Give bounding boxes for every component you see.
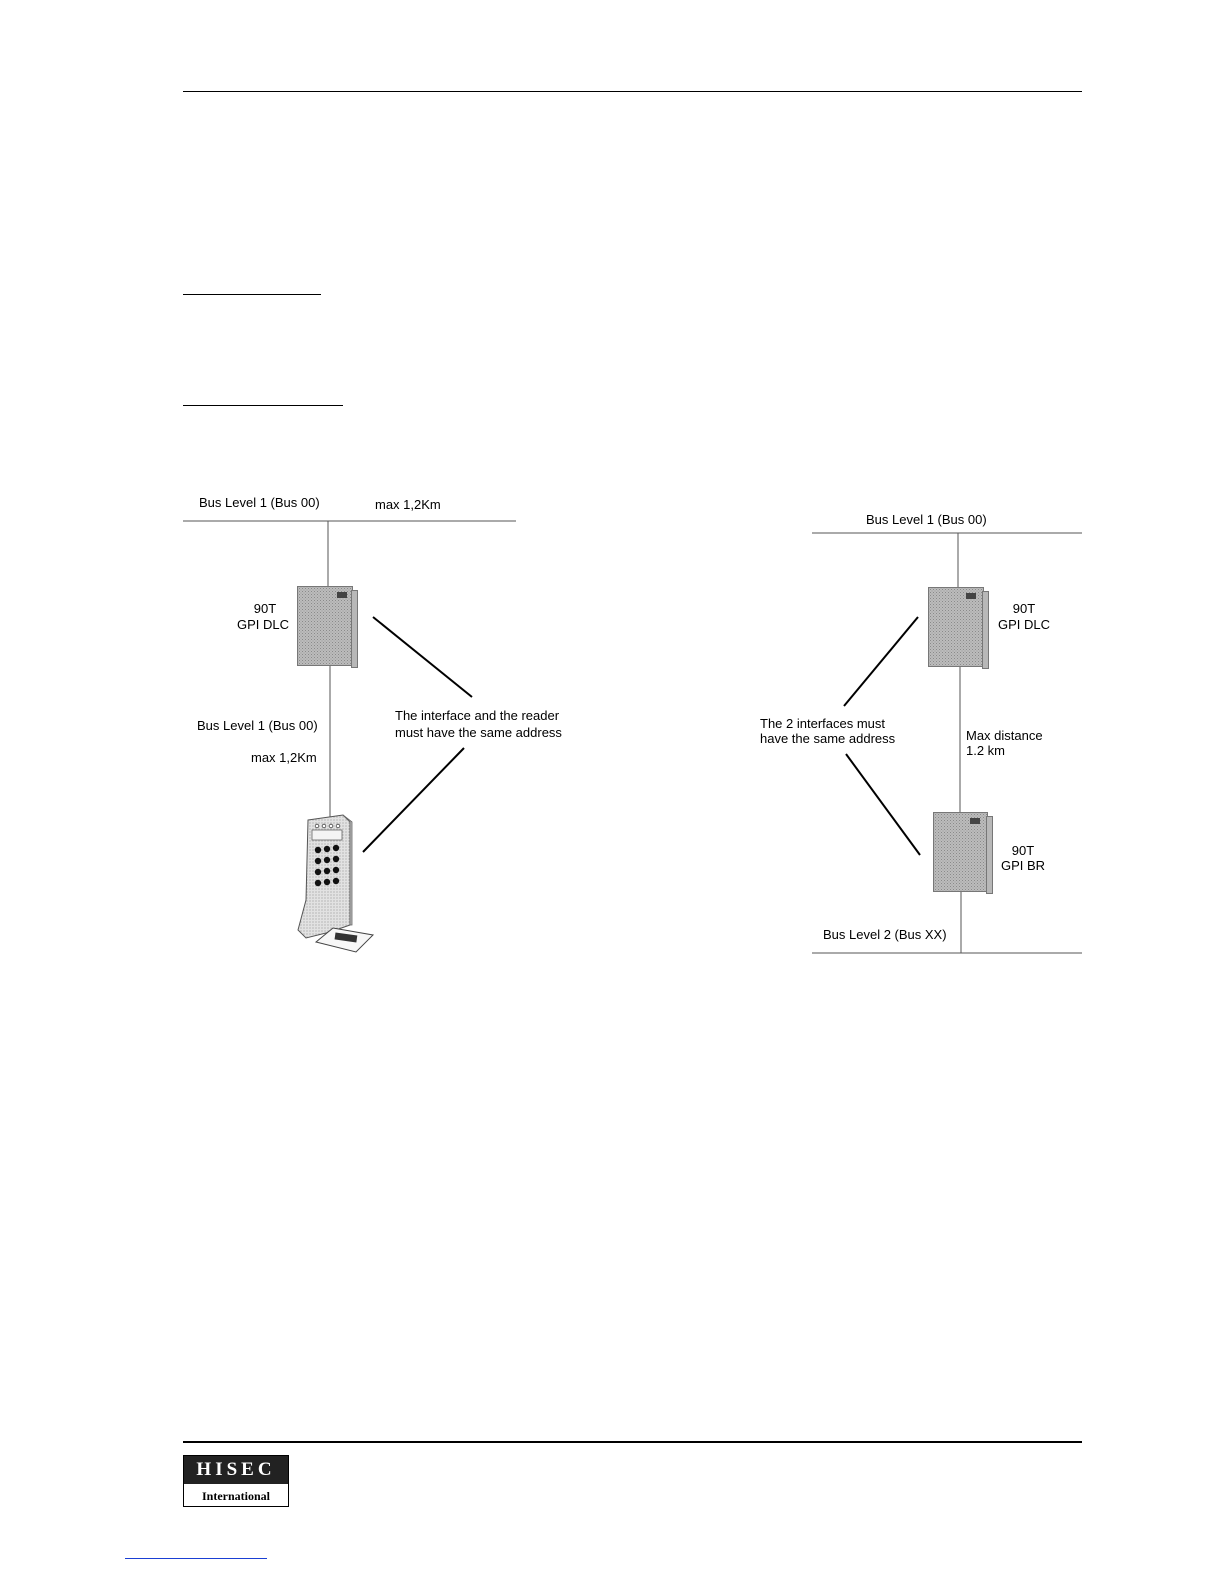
left-bus-mid-label: Bus Level 1 (Bus 00)	[197, 718, 318, 733]
keypad-key	[333, 856, 339, 862]
right-upper-device-model: 90T	[1012, 601, 1036, 616]
right-bus-top-label: Bus Level 1 (Bus 00)	[866, 512, 987, 527]
right-lower-device-name: GPI BR	[1000, 858, 1046, 873]
keypad-key	[333, 867, 339, 873]
right-note-line1: The 2 interfaces must	[760, 716, 885, 731]
right-note-line2: have the same address	[760, 731, 896, 746]
keypad-reader	[298, 815, 373, 952]
left-bus-top-label: Bus Level 1 (Bus 00)	[199, 495, 320, 510]
keypad-key	[333, 878, 339, 884]
keypad-led-3	[329, 824, 333, 828]
footer-rule	[183, 1441, 1082, 1443]
right-bus-bottom-label: Bus Level 2 (Bus XX)	[823, 927, 947, 942]
right-gpi-dlc-side	[982, 591, 989, 669]
keypad-key	[324, 846, 330, 852]
keypad-key	[324, 879, 330, 885]
keypad-led-4	[336, 824, 340, 828]
right-distance-line2: 1.2 km	[966, 743, 1006, 758]
right-gpi-br-side	[986, 816, 993, 894]
keypad-key	[324, 857, 330, 863]
left-bus-mid-distance: max 1,2Km	[251, 750, 317, 765]
right-gpi-dlc-front	[928, 587, 984, 667]
keypad-key	[333, 845, 339, 851]
right-gpi-br-indicator	[970, 818, 980, 824]
keypad-key	[315, 858, 321, 864]
right-upper-device-name: GPI DLC	[997, 617, 1050, 632]
logo-bottom-text: International	[201, 1489, 270, 1503]
keypad-key	[315, 869, 321, 875]
keypad-led-2	[322, 824, 326, 828]
right-gpi-br-front	[933, 812, 988, 892]
right-lower-device-model: 90T	[1011, 843, 1035, 858]
left-note-line2: must have the same address	[395, 725, 562, 740]
left-bus-top-distance: max 1,2Km	[375, 497, 441, 512]
left-device-model: 90T	[253, 601, 277, 616]
keypad-key	[315, 847, 321, 853]
right-gpi-dlc-indicator	[966, 593, 976, 599]
keypad-led-1	[315, 824, 319, 828]
keypad-key	[315, 880, 321, 886]
left-note-line1: The interface and the reader	[395, 708, 560, 723]
footer-link-underline	[125, 1558, 267, 1559]
right-distance-line1: Max distance	[966, 728, 1043, 743]
hisec-logo	[183, 1455, 289, 1507]
keypad-display	[312, 830, 342, 840]
keypad-key	[324, 868, 330, 874]
logo-top-text: HISEC	[184, 1456, 288, 1484]
left-device-name: GPI DLC	[236, 617, 289, 632]
